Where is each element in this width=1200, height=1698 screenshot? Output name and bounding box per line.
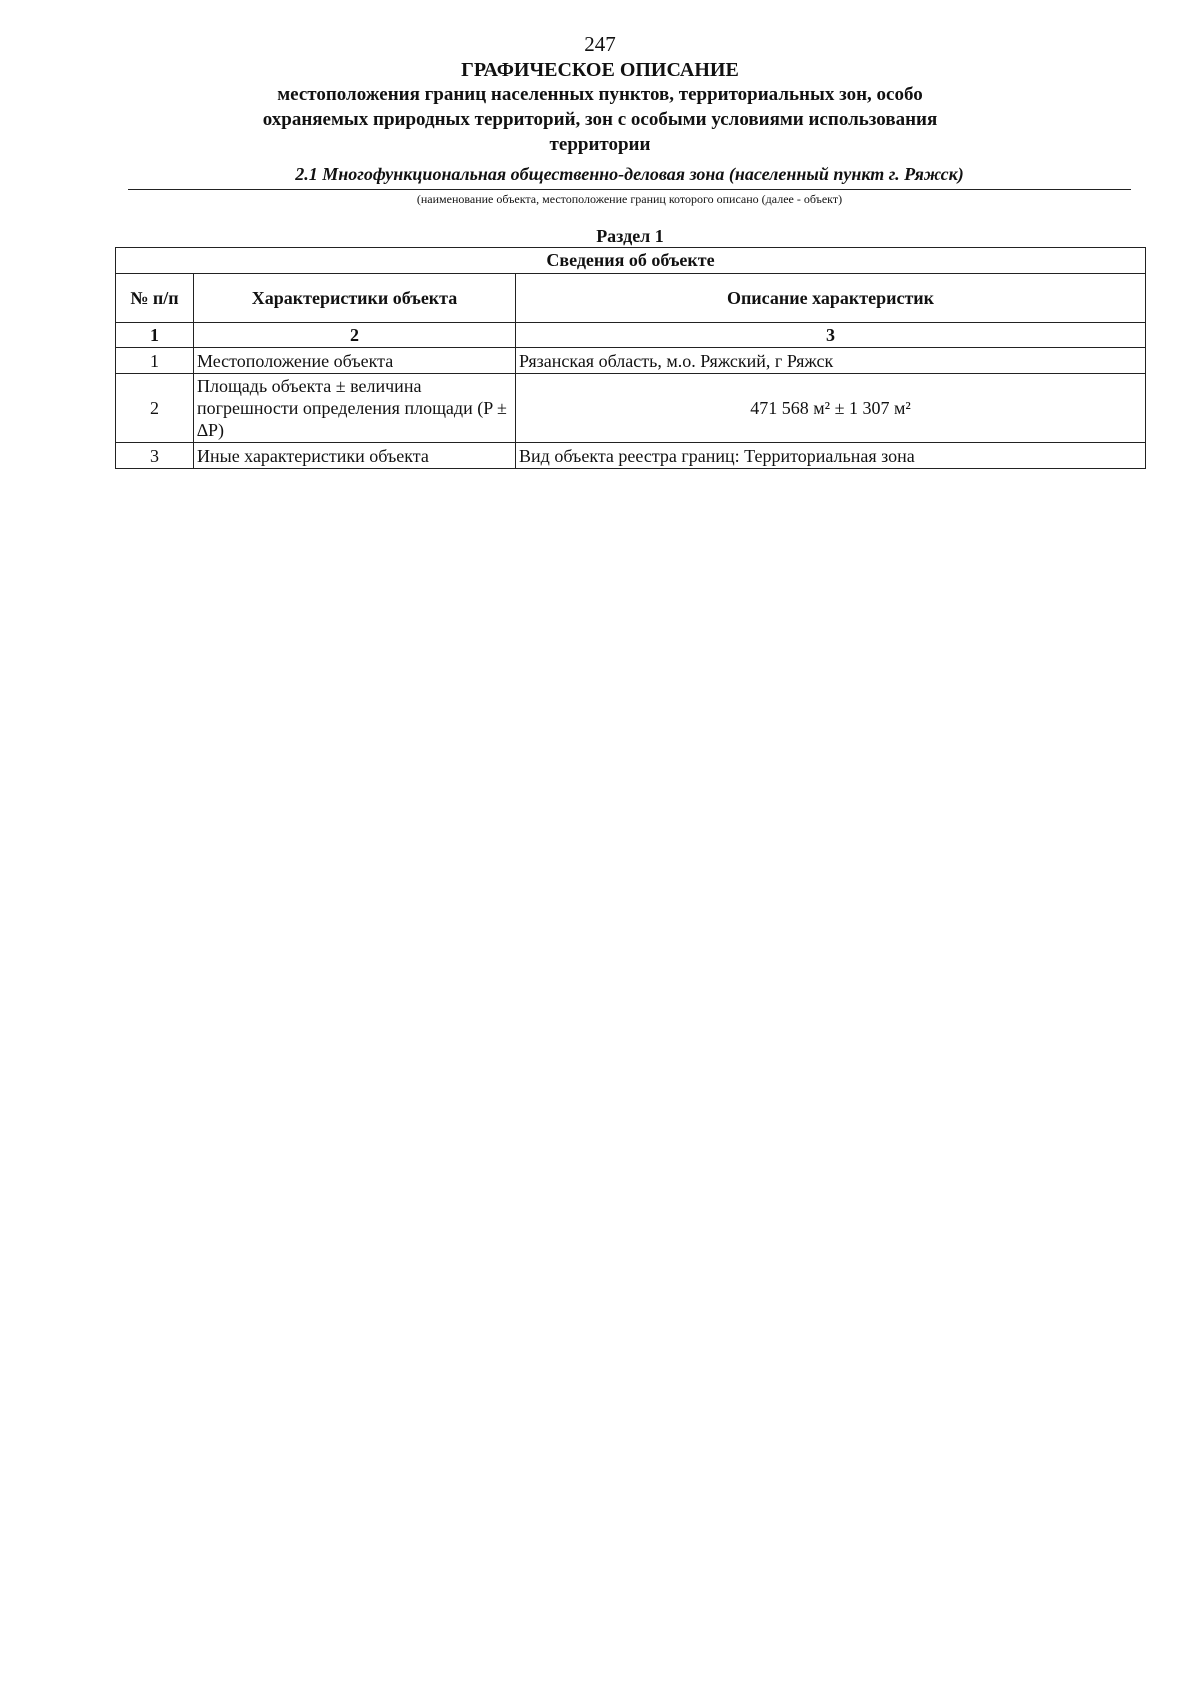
row-description: Вид объекта реестра границ: Территориальная зона — [516, 443, 1146, 469]
table-row — [116, 348, 1146, 374]
row-number: 3 — [116, 443, 194, 469]
table-header-row — [116, 274, 1146, 323]
row-number: 1 — [116, 348, 194, 374]
row-description: Рязанская область, м.о. Ряжский, г Ряжск — [516, 348, 1146, 374]
table-row — [116, 374, 1146, 443]
index-cell: 1 — [116, 323, 194, 348]
row-characteristic: Иные характеристики объекта — [193, 443, 515, 469]
title-block — [0, 58, 1200, 157]
row-description: 471 568 м² ± 1 307 м² — [516, 374, 1146, 443]
table-caption: Сведения об объекте — [116, 248, 1146, 274]
document-title: ГРАФИЧЕСКОЕ ОПИСАНИЕ — [461, 59, 739, 81]
table-row — [116, 443, 1146, 469]
row-characteristic: Площадь объекта ± величина погрешности определения площади (P ± ∆P) — [193, 374, 515, 443]
index-cell: 2 — [193, 323, 515, 348]
object-name-underline — [128, 189, 1131, 190]
page-number: 247 — [584, 32, 616, 56]
header-description: Описание характеристик — [516, 274, 1146, 323]
index-cell: 3 — [516, 323, 1146, 348]
row-number: 2 — [116, 374, 194, 443]
header-characteristic: Характеристики объекта — [193, 274, 515, 323]
document-subtitle: местоположения границ населенных пунктов, территориальных зон, особо охраняемых природных территорий, зон с особыми условиями использования территории — [262, 84, 938, 155]
table-caption-row — [116, 248, 1146, 274]
header-number: № п/п — [116, 274, 194, 323]
row-characteristic: Местоположение объекта — [193, 348, 515, 374]
object-info-table — [115, 247, 1146, 469]
table-index-row — [116, 323, 1146, 348]
object-name: 2.1 Многофункциональная общественно-деловая зона (населенный пункт г. Ряжск) — [295, 164, 964, 184]
section-title: Раздел 1 — [596, 226, 664, 246]
object-name-caption: (наименование объекта, местоположение границ которого описано (далее - объект) — [416, 192, 843, 206]
